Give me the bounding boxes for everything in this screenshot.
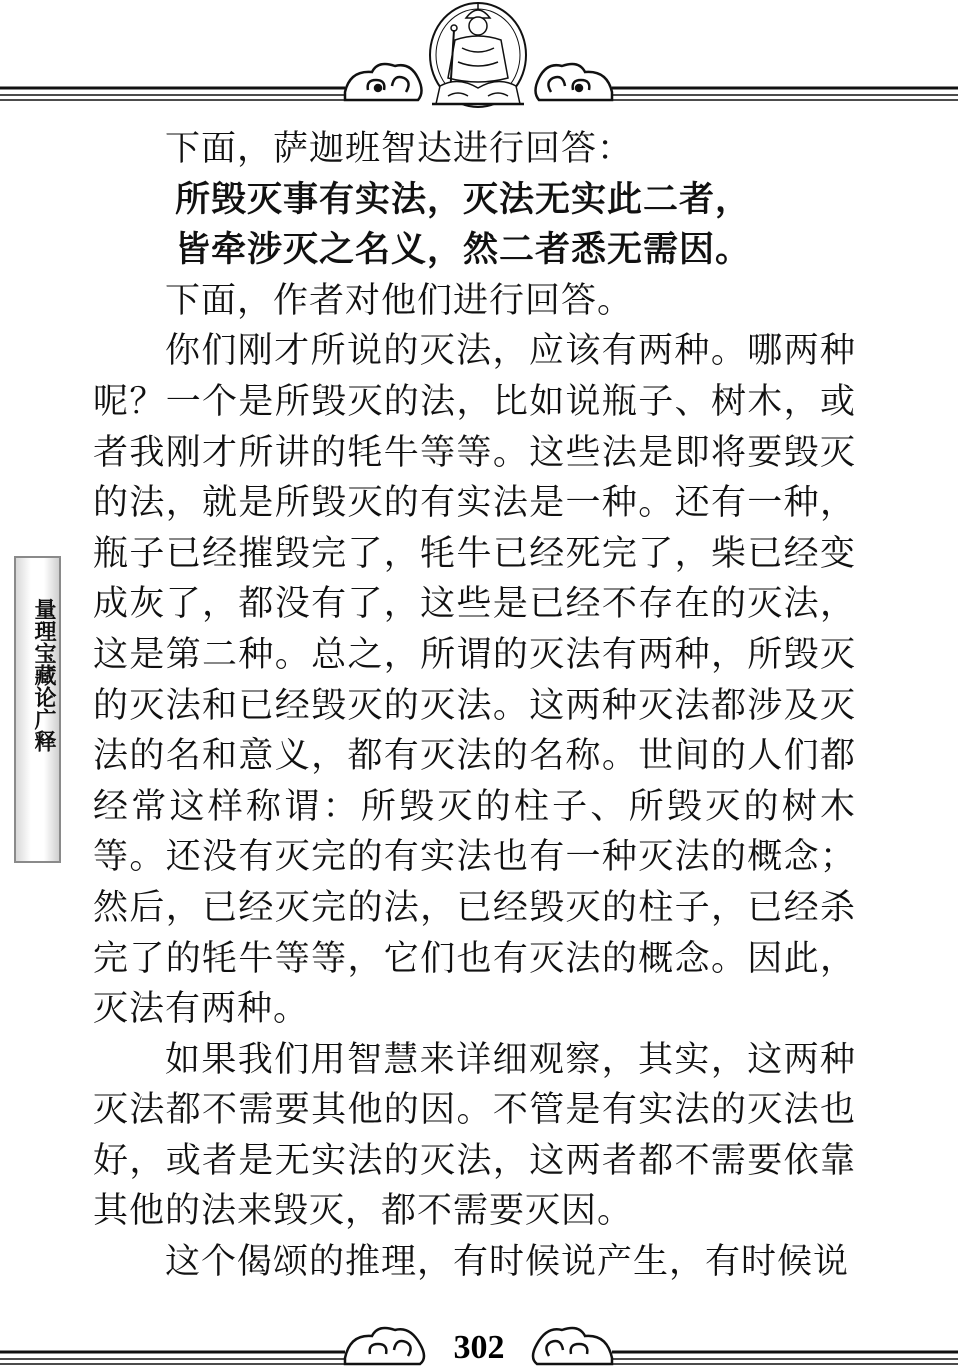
paragraph-2: 如果我们用智慧来详细观察，其实，这两种灭法都不需要其他的因。不管是有实法的灭法也好，或者是无实法的灭法，这两者都不需要依靠其他的法来毁灭，都不需要灭因。 [93, 1039, 856, 1232]
cloud-scroll-left-icon [345, 64, 422, 100]
guru-figure-icon [430, 2, 526, 107]
author-reply-line: 下面，作者对他们进行回答。 [165, 280, 634, 321]
header-rule-left [0, 88, 345, 100]
paragraph-1: 你们刚才所说的灭法，应该有两种。哪两种呢？一个是所毁灭的法，比如说瓶子、树木，或者我刚才所讲的牦牛等等。这些法是即将要毁灭的法，就是所毁灭的有实法是一种。还有一种，瓶子已经摧毁完了，牦牛已经死完了，柴已经变成灰了，都没有了，这些是已经不存在的灭法，这是第二种。总之，所谓的灭法有两种，所毁灭的灭法和已经毁灭的灭法。这两种灭法都涉及灭法的名和意义，都有灭法的名称。世间的人们都经常这样称谓：所毁灭的柱子、所毁灭的树木等。还没有灭完的有实法也有一种灭法的概念；然后，已经灭完的法，已经毁灭的柱子，已经杀完了的牦牛等等，它们也有灭法的概念。因此，灭法有两种。 [93, 331, 856, 1030]
header-rule-right [612, 88, 958, 100]
page-body [93, 124, 856, 1288]
side-book-title: 量理宝藏论广释 [31, 598, 57, 752]
page-number: 302 [453, 1329, 505, 1366]
paragraph-3: 这个偈颂的推理，有时候说产生，有时候说 [165, 1242, 850, 1283]
cloud-scroll-right-icon [536, 64, 613, 100]
side-book-title-tab [14, 556, 61, 863]
verse-line-1: 所毁灭事有实法，灭法无实此二者， [175, 179, 752, 220]
verse-line-2: 皆牵涉灭之名义，然二者悉无需因。 [175, 230, 752, 271]
intro-line: 下面，萨迦班智达进行回答： [165, 129, 634, 169]
header-ornament [0, 0, 958, 112]
